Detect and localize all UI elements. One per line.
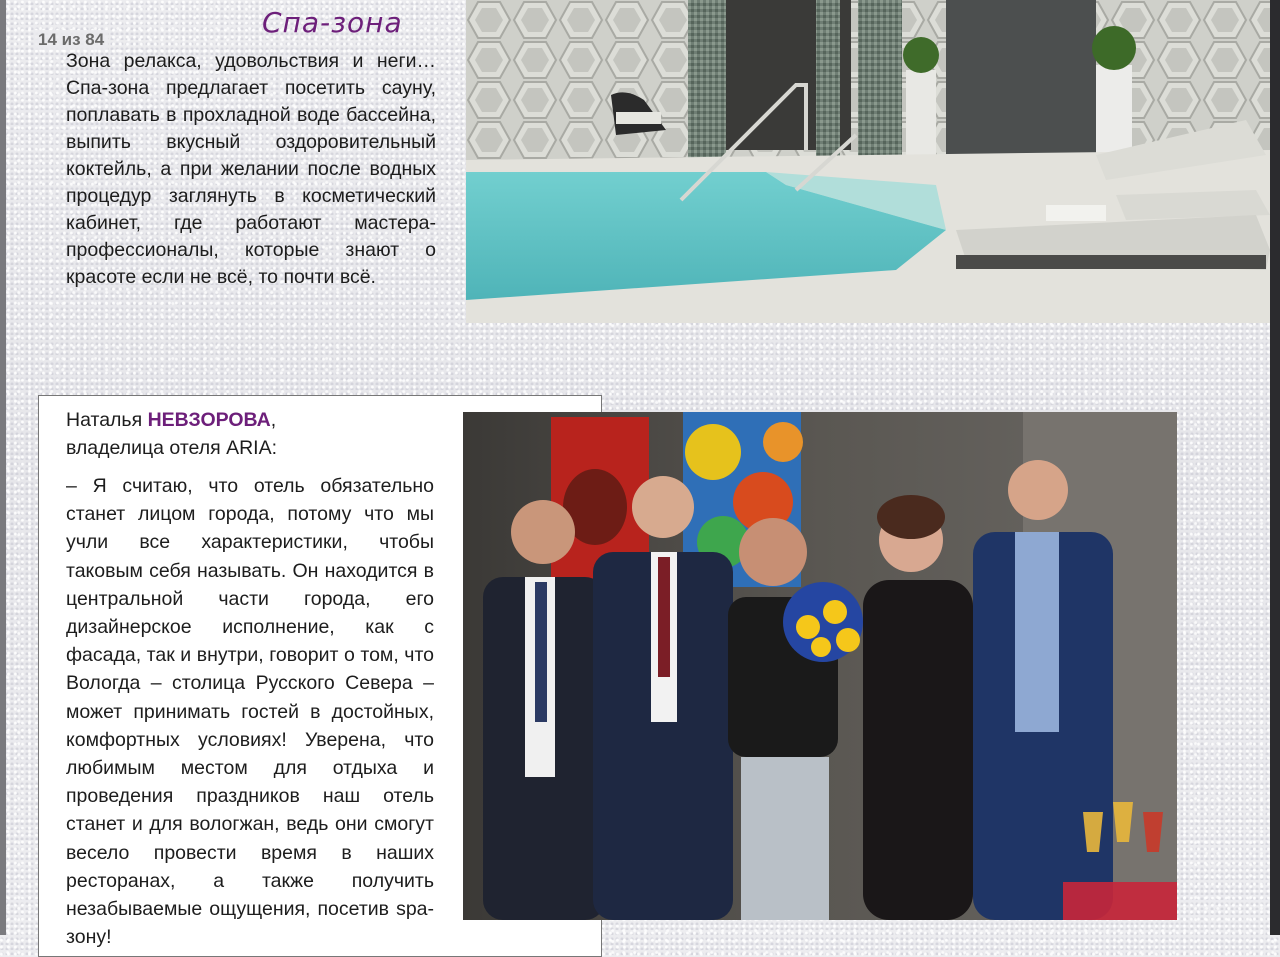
quote-text: – Я считаю, что отель обязательно станет лицом города, потому что мы учли все характеристики, чтобы таковым себя называть. Он находится в центральной части города, его дизайнерское исполнение, как с фасада, так и внутри, говорит о том, что Вологда – столица Русского Севера – может принимать гостей в достойных, комфортных условиях! Уверена, что любимым местом для отдыха и проведения праздников наш отель станет и для вологжан, ведь они смогут весело провести время в наших ресторанах, а также получить незабываемые ощущения, посетив spa-зону!: [66, 475, 434, 949]
spa-pool-photo: [466, 0, 1270, 323]
group-photo: [463, 412, 1177, 920]
viewer-scrollbar[interactable]: [1270, 0, 1280, 935]
viewer-left-edge: [0, 0, 6, 935]
quote-author: [66, 409, 276, 432]
quote-author-role: владелица отеля ARIA:: [66, 437, 278, 459]
quote-author-last-name: НЕВЗОРОВА: [147, 409, 271, 431]
section-title: Спа-зона: [262, 6, 403, 39]
quote-author-first-name: Наталья: [66, 409, 148, 431]
spa-description: Зона релакса, удовольствия и неги… Спа-зона предлагает посетить сауну, поплавать в прохладной воде бассейна, выпить вкусный оздоровительный коктейль, а при желании после водных процедур заглянуть в косметический кабинет, где работают мастера-профессионалы, которые знают о красоте если не всё, то почти всё.: [66, 50, 436, 288]
group-photo-image: [463, 412, 1177, 920]
spa-pool-image: [466, 0, 1270, 323]
page-counter: 14 из 84: [34, 30, 108, 50]
quote-author-suffix: ,: [270, 409, 277, 431]
